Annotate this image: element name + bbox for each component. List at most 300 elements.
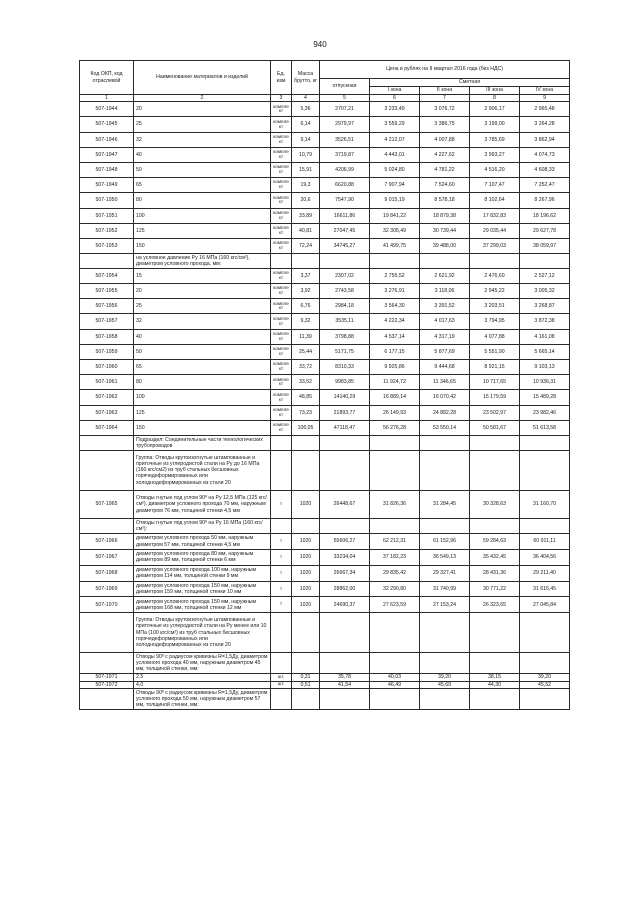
row-zone3-price: 4 077,88: [470, 329, 520, 344]
table-row: [80, 344, 570, 359]
row-zone3-price: 50 581,67: [470, 420, 520, 435]
row-empty-cell: [320, 653, 370, 674]
row-zone4-price: 23 982,46: [520, 405, 570, 420]
row-zone3-price: 23 502,97: [470, 405, 520, 420]
row-zone1-price: 6 177,15: [370, 344, 420, 359]
table-row: [80, 375, 570, 390]
row-code-cell: [80, 435, 134, 450]
row-unit: компле кт: [271, 344, 292, 359]
row-zone4-price: 36 404,56: [520, 549, 570, 565]
row-code: 507-1957: [80, 314, 134, 329]
row-zone3-price: 29 035,44: [470, 223, 520, 238]
header-unit: Ед. изм: [271, 61, 292, 95]
row-zone3-price: 26 323,65: [470, 597, 520, 613]
table-row: [80, 653, 570, 674]
row-zone2-price: 9 444,68: [420, 360, 470, 375]
row-mass: 73,23: [292, 405, 320, 420]
row-code: 507-1952: [80, 223, 134, 238]
table-row: [80, 490, 570, 519]
table-row: [80, 549, 570, 565]
row-section-text: Подраздел: Соединительные части технологических трубопроводов: [134, 435, 271, 450]
row-name: диаметром условного прохода 150 мм, наружным диаметром 159 мм, толщиной стенки 10 мм: [134, 581, 271, 597]
row-zone3-price: 17 832,83: [470, 208, 520, 223]
row-mass: 48,85: [292, 390, 320, 405]
row-code: 507-1949: [80, 178, 134, 193]
row-unit: компле кт: [271, 193, 292, 208]
table-row: [80, 597, 570, 613]
row-zone4-price: 45,52: [520, 681, 570, 688]
row-zone2-price: 4 017,63: [420, 314, 470, 329]
row-name: 100: [134, 390, 271, 405]
row-unit: компле кт: [271, 390, 292, 405]
col-num: 1: [80, 95, 134, 102]
row-zone3-price: 30 771,22: [470, 581, 520, 597]
row-zone4-price: 29 627,78: [520, 223, 570, 238]
row-release-price: 47118,47: [320, 420, 370, 435]
row-release-price: 2707,21: [320, 102, 370, 117]
row-zone4-price: 3 872,38: [520, 314, 570, 329]
row-mass: 15,91: [292, 162, 320, 177]
row-unit: шт.: [271, 674, 292, 681]
col-num: 3: [271, 95, 292, 102]
row-zone2-price: 53 550,14: [420, 420, 470, 435]
row-code: 507-1967: [80, 549, 134, 565]
row-code: 507-1971: [80, 674, 134, 681]
table-row: [80, 405, 570, 420]
row-empty-cell: [420, 254, 470, 269]
row-zone1-price: 26 149,93: [370, 405, 420, 420]
row-zone3-price: 4 516,20: [470, 162, 520, 177]
row-mass: 106,05: [292, 420, 320, 435]
row-empty-cell: [520, 653, 570, 674]
row-zone2-price: 4 781,22: [420, 162, 470, 177]
row-release-price: 27047,45: [320, 223, 370, 238]
row-name: 40: [134, 329, 271, 344]
row-zone1-price: 40,03: [370, 674, 420, 681]
row-empty-cell: [420, 613, 470, 653]
table-row: [80, 299, 570, 314]
col-num: 7: [420, 95, 470, 102]
row-release-price: 2307,02: [320, 268, 370, 283]
row-code-cell: [80, 688, 134, 709]
row-code: 507-1948: [80, 162, 134, 177]
row-zone4-price: 4 161,08: [520, 329, 570, 344]
row-zone1-price: 4 443,01: [370, 147, 420, 162]
row-mass: 10,79: [292, 147, 320, 162]
row-empty-cell: [292, 435, 320, 450]
row-release-price: 55606,27: [320, 534, 370, 550]
row-zone3-price: 3 199,00: [470, 117, 520, 132]
row-code-cell: [80, 613, 134, 653]
table-row: [80, 534, 570, 550]
table-row: [80, 581, 570, 597]
row-unit: компле кт: [271, 117, 292, 132]
row-zone3-price: 3 993,27: [470, 147, 520, 162]
row-empty-cell: [520, 519, 570, 534]
row-zone2-price: 2 621,92: [420, 268, 470, 283]
table-row: [80, 117, 570, 132]
row-section-text: Группа: Отводы крутоизогнутые штампованные и приточные из углеродистой стали на Ру менее или 10 МПа (100 кгс/см²) из труб стальных бесшовных горячедеформированных или холоднодеформированных из стали 20: [134, 613, 271, 653]
row-release-price: 14140,29: [320, 390, 370, 405]
row-zone1-price: 3 233,49: [370, 102, 420, 117]
row-zone3-price: 59 284,63: [470, 534, 520, 550]
row-zone2-price: 29 327,41: [420, 565, 470, 581]
table-row: [80, 420, 570, 435]
row-empty-cell: [520, 254, 570, 269]
row-code: 507-1968: [80, 565, 134, 581]
row-empty-cell: [470, 435, 520, 450]
row-mass: 33,72: [292, 360, 320, 375]
row-code: 507-1954: [80, 268, 134, 283]
row-zone3-price: 10 717,65: [470, 375, 520, 390]
row-code: 507-1955: [80, 284, 134, 299]
row-zone1-price: 27 623,59: [370, 597, 420, 613]
row-unit: т: [271, 565, 292, 581]
row-name: 65: [134, 360, 271, 375]
row-mass: 33,52: [292, 375, 320, 390]
header-zone1: I зона: [370, 87, 420, 95]
row-code: 507-1953: [80, 238, 134, 253]
row-zone1-price: 19 841,22: [370, 208, 420, 223]
row-zone2-price: 4 007,88: [420, 132, 470, 147]
row-zone4-price: 3 268,87: [520, 299, 570, 314]
row-section-text: на условное давление Ру 16 МПа (160 кгс/см²), диаметром условного прохода, мм:: [134, 254, 271, 269]
row-name: 15: [134, 268, 271, 283]
row-zone1-price: 62 212,31: [370, 534, 420, 550]
row-zone3-price: 44,30: [470, 681, 520, 688]
row-code: 507-1944: [80, 102, 134, 117]
row-unit: компле кт: [271, 102, 292, 117]
row-unit: т: [271, 581, 292, 597]
row-unit: шт.: [271, 681, 292, 688]
row-zone4-price: 4 074,73: [520, 147, 570, 162]
row-zone2-price: 30 739,44: [420, 223, 470, 238]
row-code: 507-1966: [80, 534, 134, 550]
row-zone2-price: 3 386,75: [420, 117, 470, 132]
row-name: 20: [134, 102, 271, 117]
row-unit: компле кт: [271, 238, 292, 253]
row-release-price: 4206,99: [320, 162, 370, 177]
row-empty-cell: [520, 688, 570, 709]
row-zone1-price: 29 835,42: [370, 565, 420, 581]
row-mass: 40,81: [292, 223, 320, 238]
row-unit: т: [271, 597, 292, 613]
row-release-price: 35,78: [320, 674, 370, 681]
row-empty-cell: [420, 653, 470, 674]
row-name: диаметром условного прохода 100 мм, наружным диаметром 114 мм, толщиной стенки 9 мм: [134, 565, 271, 581]
row-unit: т: [271, 490, 292, 519]
row-zone2-price: 11 346,65: [420, 375, 470, 390]
row-unit: компле кт: [271, 375, 292, 390]
row-zone1-price: 46,49: [370, 681, 420, 688]
row-zone2-price: 61 152,96: [420, 534, 470, 550]
row-empty-cell: [320, 435, 370, 450]
row-code: 507-1960: [80, 360, 134, 375]
row-release-price: 2979,97: [320, 117, 370, 132]
row-mass: 25,44: [292, 344, 320, 359]
row-mass: 6,76: [292, 299, 320, 314]
col-num: 5: [320, 95, 370, 102]
row-zone1-price: 16 889,14: [370, 390, 420, 405]
row-mass: 19,3: [292, 178, 320, 193]
row-unit: компле кт: [271, 284, 292, 299]
row-code: 507-1946: [80, 132, 134, 147]
col-num: 2: [134, 95, 271, 102]
table-row: [80, 674, 570, 681]
row-release-price: 6620,88: [320, 178, 370, 193]
row-mass: 1020: [292, 565, 320, 581]
row-zone4-price: 51 613,58: [520, 420, 570, 435]
row-zone3-price: 3 203,51: [470, 299, 520, 314]
row-release-price: 3526,51: [320, 132, 370, 147]
row-zone2-price: 4 227,62: [420, 147, 470, 162]
row-mass: 33,89: [292, 208, 320, 223]
header-name: Наименование материалов и изделий: [134, 61, 271, 95]
table-row: [80, 102, 570, 117]
row-code: 507-1972: [80, 681, 134, 688]
row-zone4-price: 3 264,28: [520, 117, 570, 132]
col-num: 4: [292, 95, 320, 102]
header-zone4: IV зона: [520, 87, 570, 95]
row-zone3-price: 3 785,69: [470, 132, 520, 147]
row-zone2-price: 3 076,72: [420, 102, 470, 117]
header-mass: Масса брутто, кг: [292, 61, 320, 95]
row-mass: 3,37: [292, 268, 320, 283]
row-zone4-price: 3 005,32: [520, 284, 570, 299]
row-zone4-price: 38 059,97: [520, 238, 570, 253]
header-estimate: Сметная: [370, 79, 570, 87]
row-zone1-price: 3 276,91: [370, 284, 420, 299]
row-release-price: 26667,34: [320, 565, 370, 581]
row-release-price: 24690,37: [320, 597, 370, 613]
row-zone4-price: 2 527,12: [520, 268, 570, 283]
row-zone3-price: 7 107,47: [470, 178, 520, 193]
row-zone2-price: 4 317,19: [420, 329, 470, 344]
row-release-price: 26448,67: [320, 490, 370, 519]
row-name: 2,5: [134, 674, 271, 681]
table-row: [80, 688, 570, 709]
table-row: [80, 519, 570, 534]
table-row: [80, 132, 570, 147]
row-zone1-price: 4 212,07: [370, 132, 420, 147]
row-release-price: 9983,85: [320, 375, 370, 390]
row-section-text: Отводы 90º с радиусом кривизны R=1,5Ду, диаметром условного прохода 40 мм, наружным диаметром 45 мм, толщиной стенки, мм:: [134, 653, 271, 674]
row-name: 125: [134, 223, 271, 238]
row-name: 25: [134, 117, 271, 132]
table-row: [80, 314, 570, 329]
row-zone1-price: 3 564,30: [370, 299, 420, 314]
row-zone1-price: 11 924,72: [370, 375, 420, 390]
row-release-price: 3535,11: [320, 314, 370, 329]
row-empty-cell: [320, 254, 370, 269]
row-code: 507-1963: [80, 405, 134, 420]
row-zone3-price: 2 945,22: [470, 284, 520, 299]
row-zone1-price: 4 537,14: [370, 329, 420, 344]
row-release-price: 33234,04: [320, 549, 370, 565]
row-zone4-price: 9 103,13: [520, 360, 570, 375]
row-empty-cell: [271, 254, 292, 269]
row-name: 100: [134, 208, 271, 223]
row-empty-cell: [292, 688, 320, 709]
row-code: 507-1947: [80, 147, 134, 162]
row-zone4-price: 3 862,94: [520, 132, 570, 147]
row-empty-cell: [420, 450, 470, 490]
table-row: [80, 329, 570, 344]
table-row: [80, 435, 570, 450]
row-zone1-price: 7 907,94: [370, 178, 420, 193]
row-zone2-price: 39,20: [420, 674, 470, 681]
row-zone2-price: 16 070,42: [420, 390, 470, 405]
row-zone4-price: 15 489,28: [520, 390, 570, 405]
row-mass: 1020: [292, 581, 320, 597]
row-zone1-price: 9 925,86: [370, 360, 420, 375]
row-zone2-price: 3 118,06: [420, 284, 470, 299]
row-empty-cell: [370, 653, 420, 674]
row-mass: 6,14: [292, 117, 320, 132]
row-empty-cell: [370, 613, 420, 653]
row-mass: 1020: [292, 490, 320, 519]
row-empty-cell: [520, 450, 570, 490]
row-name: 80: [134, 193, 271, 208]
row-empty-cell: [420, 435, 470, 450]
row-unit: компле кт: [271, 299, 292, 314]
row-zone3-price: 28 431,36: [470, 565, 520, 581]
row-unit: компле кт: [271, 208, 292, 223]
row-empty-cell: [292, 613, 320, 653]
row-release-price: 34745,27: [320, 238, 370, 253]
row-empty-cell: [470, 254, 520, 269]
table-row: [80, 223, 570, 238]
row-zone1-price: 4 222,34: [370, 314, 420, 329]
row-name: диаметром условного прохода 80 мм, наружным диаметром 89 мм, толщиной стенки 6 мм: [134, 549, 271, 565]
table-row: [80, 268, 570, 283]
table-row: [80, 208, 570, 223]
row-zone4-price: 7 252,47: [520, 178, 570, 193]
row-zone1-price: 32 305,49: [370, 223, 420, 238]
row-empty-cell: [320, 450, 370, 490]
row-name: 4,0: [134, 681, 271, 688]
row-name: 150: [134, 238, 271, 253]
table-row: [80, 193, 570, 208]
row-zone1-price: 5 024,80: [370, 162, 420, 177]
row-zone4-price: 60 911,11: [520, 534, 570, 550]
header-zone2: II зона: [420, 87, 470, 95]
row-release-price: 3719,87: [320, 147, 370, 162]
header-zone3: III зона: [470, 87, 520, 95]
row-empty-cell: [320, 688, 370, 709]
row-code: 507-1956: [80, 299, 134, 314]
col-num: 6: [370, 95, 420, 102]
row-empty-cell: [292, 254, 320, 269]
row-empty-cell: [271, 435, 292, 450]
row-zone4-price: 31 615,45: [520, 581, 570, 597]
row-unit: компле кт: [271, 268, 292, 283]
row-zone2-price: 45,69: [420, 681, 470, 688]
row-empty-cell: [420, 688, 470, 709]
row-zone2-price: 5 877,69: [420, 344, 470, 359]
row-unit: компле кт: [271, 360, 292, 375]
row-zone2-price: 36 549,13: [420, 549, 470, 565]
row-name: 50: [134, 344, 271, 359]
row-zone2-price: 31 740,99: [420, 581, 470, 597]
row-code: 507-1965: [80, 490, 134, 519]
row-mass: 0,51: [292, 681, 320, 688]
row-mass: 11,39: [292, 329, 320, 344]
row-section-text: Отводы 90º с радиусом кривизны R=1,5Ду, диаметром условного прохода 50 мм, наружным диаметром 57 мм, толщиной стенки, мм:: [134, 688, 271, 709]
price-table: [79, 60, 570, 710]
row-unit: компле кт: [271, 132, 292, 147]
row-name: 50: [134, 162, 271, 177]
row-zone3-price: 2 906,17: [470, 102, 520, 117]
table-row: [80, 450, 570, 490]
row-zone2-price: 3 391,52: [420, 299, 470, 314]
row-zone4-price: 39,20: [520, 674, 570, 681]
row-empty-cell: [271, 688, 292, 709]
row-code: 507-1951: [80, 208, 134, 223]
row-unit: компле кт: [271, 329, 292, 344]
table-row: [80, 178, 570, 193]
row-empty-cell: [271, 613, 292, 653]
row-zone4-price: 18 196,62: [520, 208, 570, 223]
row-release-price: 7547,90: [320, 193, 370, 208]
row-name: 25: [134, 299, 271, 314]
row-release-price: 41,54: [320, 681, 370, 688]
table-row: [80, 147, 570, 162]
row-empty-cell: [271, 519, 292, 534]
row-empty-cell: [320, 613, 370, 653]
table-row: [80, 390, 570, 405]
row-mass: 1020: [292, 597, 320, 613]
row-zone3-price: 38,15: [470, 674, 520, 681]
row-zone1-price: 32 290,80: [370, 581, 420, 597]
row-mass: 5,36: [292, 102, 320, 117]
row-code: 507-1959: [80, 344, 134, 359]
table-row: [80, 565, 570, 581]
row-zone4-price: 2 965,48: [520, 102, 570, 117]
row-code: 507-1969: [80, 581, 134, 597]
row-zone4-price: 31 160,70: [520, 490, 570, 519]
row-zone3-price: 35 432,45: [470, 549, 520, 565]
row-unit: компле кт: [271, 178, 292, 193]
row-code: 507-1961: [80, 375, 134, 390]
row-unit: т: [271, 534, 292, 550]
table-row: [80, 238, 570, 253]
row-unit: т: [271, 549, 292, 565]
row-code-cell: [80, 254, 134, 269]
row-empty-cell: [470, 519, 520, 534]
row-zone1-price: 2 755,52: [370, 268, 420, 283]
row-empty-cell: [370, 254, 420, 269]
row-name: 150: [134, 420, 271, 435]
col-num: 9: [520, 95, 570, 102]
row-name: 125: [134, 405, 271, 420]
row-release-price: 5171,75: [320, 344, 370, 359]
row-unit: компле кт: [271, 314, 292, 329]
row-release-price: 21893,77: [320, 405, 370, 420]
row-zone2-price: 27 153,24: [420, 597, 470, 613]
row-zone3-price: 15 179,59: [470, 390, 520, 405]
row-empty-cell: [271, 450, 292, 490]
row-code: 507-1950: [80, 193, 134, 208]
row-mass: 20,6: [292, 193, 320, 208]
header-price-title: Цена в рублях на II квартал 2016 года (без НДС): [320, 61, 570, 79]
row-mass: 1020: [292, 534, 320, 550]
row-name: диаметром условного прохода 150 мм, наружным диаметром 168 мм, толщиной стенки 12 мм: [134, 597, 271, 613]
row-empty-cell: [292, 519, 320, 534]
row-empty-cell: [420, 519, 470, 534]
table-row: [80, 284, 570, 299]
row-code-cell: [80, 450, 134, 490]
